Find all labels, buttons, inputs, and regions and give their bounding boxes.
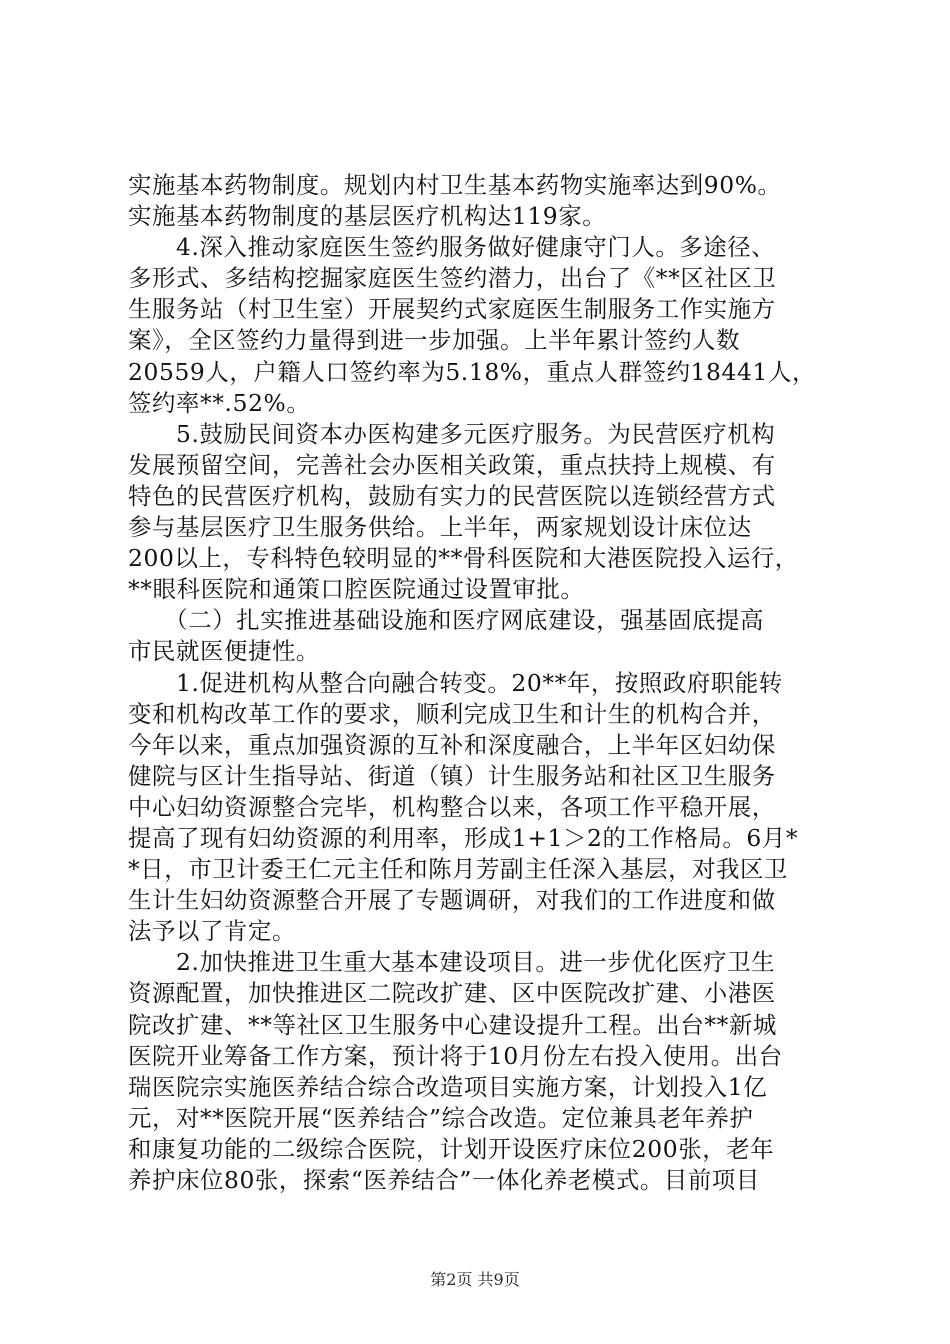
text-line: *日，市卫计委王仁元主任和陈月芳副主任深入基层，对我区卫 (128, 855, 789, 884)
text-line: 生服务站（村卫生室）开展契约式家庭医生制服务工作实施方 (128, 295, 776, 324)
text-line: 瑞医院宗实施医养结合综合改造项目实施方案，计划投入1亿 (128, 1072, 768, 1101)
text-line: 2.加快推进卫生重大基本建设项目。进一步优化医疗卫生 (128, 948, 776, 977)
text-line: 特色的民营医疗机构，鼓励有实力的民营医院以连锁经营方式 (128, 481, 776, 510)
text-line: 提高了现有妇幼资源的利用率，形成1+1＞2的工作格局。6月* (128, 823, 799, 852)
text-line: 今年以来，重点加强资源的互补和深度融合，上半年区妇幼保 (128, 730, 776, 759)
text-line: **眼科医院和通策口腔医院通过设置审批。 (128, 575, 585, 604)
text-line: 多形式、多结构挖掘家庭医生签约潜力，出台了《**区社区卫 (128, 264, 777, 293)
text-line: 变和机构改革工作的要求，顺利完成卫生和计生的机构合并， (128, 699, 776, 728)
text-line: 5.鼓励民间资本办医构建多元医疗服务。为民营医疗机构 (128, 419, 776, 448)
text-line: 实施基本药物制度。规划内村卫生基本药物实施率达到90%。 (128, 171, 782, 199)
text-line: 和康复功能的二级综合医院，计划开设医疗床位200张，老年 (128, 1134, 775, 1163)
text-line: 发展预留空间，完善社会办医相关政策，重点扶持上规模、有 (128, 450, 776, 479)
text-line: 法予以了肯定。 (128, 917, 296, 946)
body-text (128, 170, 838, 1196)
text-line: 案》，全区签约力量得到进一步加强。上半年累计签约人数 (128, 326, 741, 355)
text-line: 医院开业筹备工作方案，预计将于10月份左右投入使用。出台 (128, 1041, 783, 1070)
text-line: 200以上，专科特色较明显的**骨科医院和大港医院投入运行， (128, 544, 799, 573)
page-footer: 第2页 共9页 (430, 1270, 520, 1289)
text-line: 资源配置，加快推进区二院改扩建、区中医院改扩建、小港医 (128, 979, 776, 1008)
section-heading-line: （二）扎实推进基础设施和医疗网底建设，强基固底提高 (128, 606, 765, 635)
text-line: 参与基层医疗卫生服务供给。上半年，两家规划设计床位达 (128, 513, 752, 542)
text-line: 院改扩建、**等社区卫生服务中心建设提升工程。出台**新城 (128, 1010, 777, 1039)
text-line: 中心妇幼资源整合完毕，机构整合以来，各项工作平稳开展， (128, 792, 776, 821)
text-line: 养护床位80张，探索“医养结合”一体化养老模式。目前项目 (128, 1166, 760, 1194)
text-line: 健院与区计生指导站、街道（镇）计生服务站和社区卫生服务 (128, 761, 776, 790)
text-line: 实施基本药物制度的基层医疗机构达119家。 (128, 202, 607, 231)
text-line: 生计生妇幼资源整合开展了专题调研，对我们的工作进度和做 (128, 886, 776, 915)
text-line: 1.促进机构从整合向融合转变。20**年，按照政府职能转 (128, 668, 783, 697)
text-line: 签约率**.52%。 (128, 388, 311, 417)
text-line: 20559人，户籍人口签约率为5.18%，重点人群签约18441人， (128, 357, 816, 386)
text-line: 元，对**医院开展“医养结合”综合改造。定位兼具老年养护 (128, 1103, 754, 1132)
text-line: 4.深入推动家庭医生签约服务做好健康守门人。多途径、 (128, 233, 776, 262)
section-heading-line: 市民就医便捷性。 (128, 637, 320, 666)
